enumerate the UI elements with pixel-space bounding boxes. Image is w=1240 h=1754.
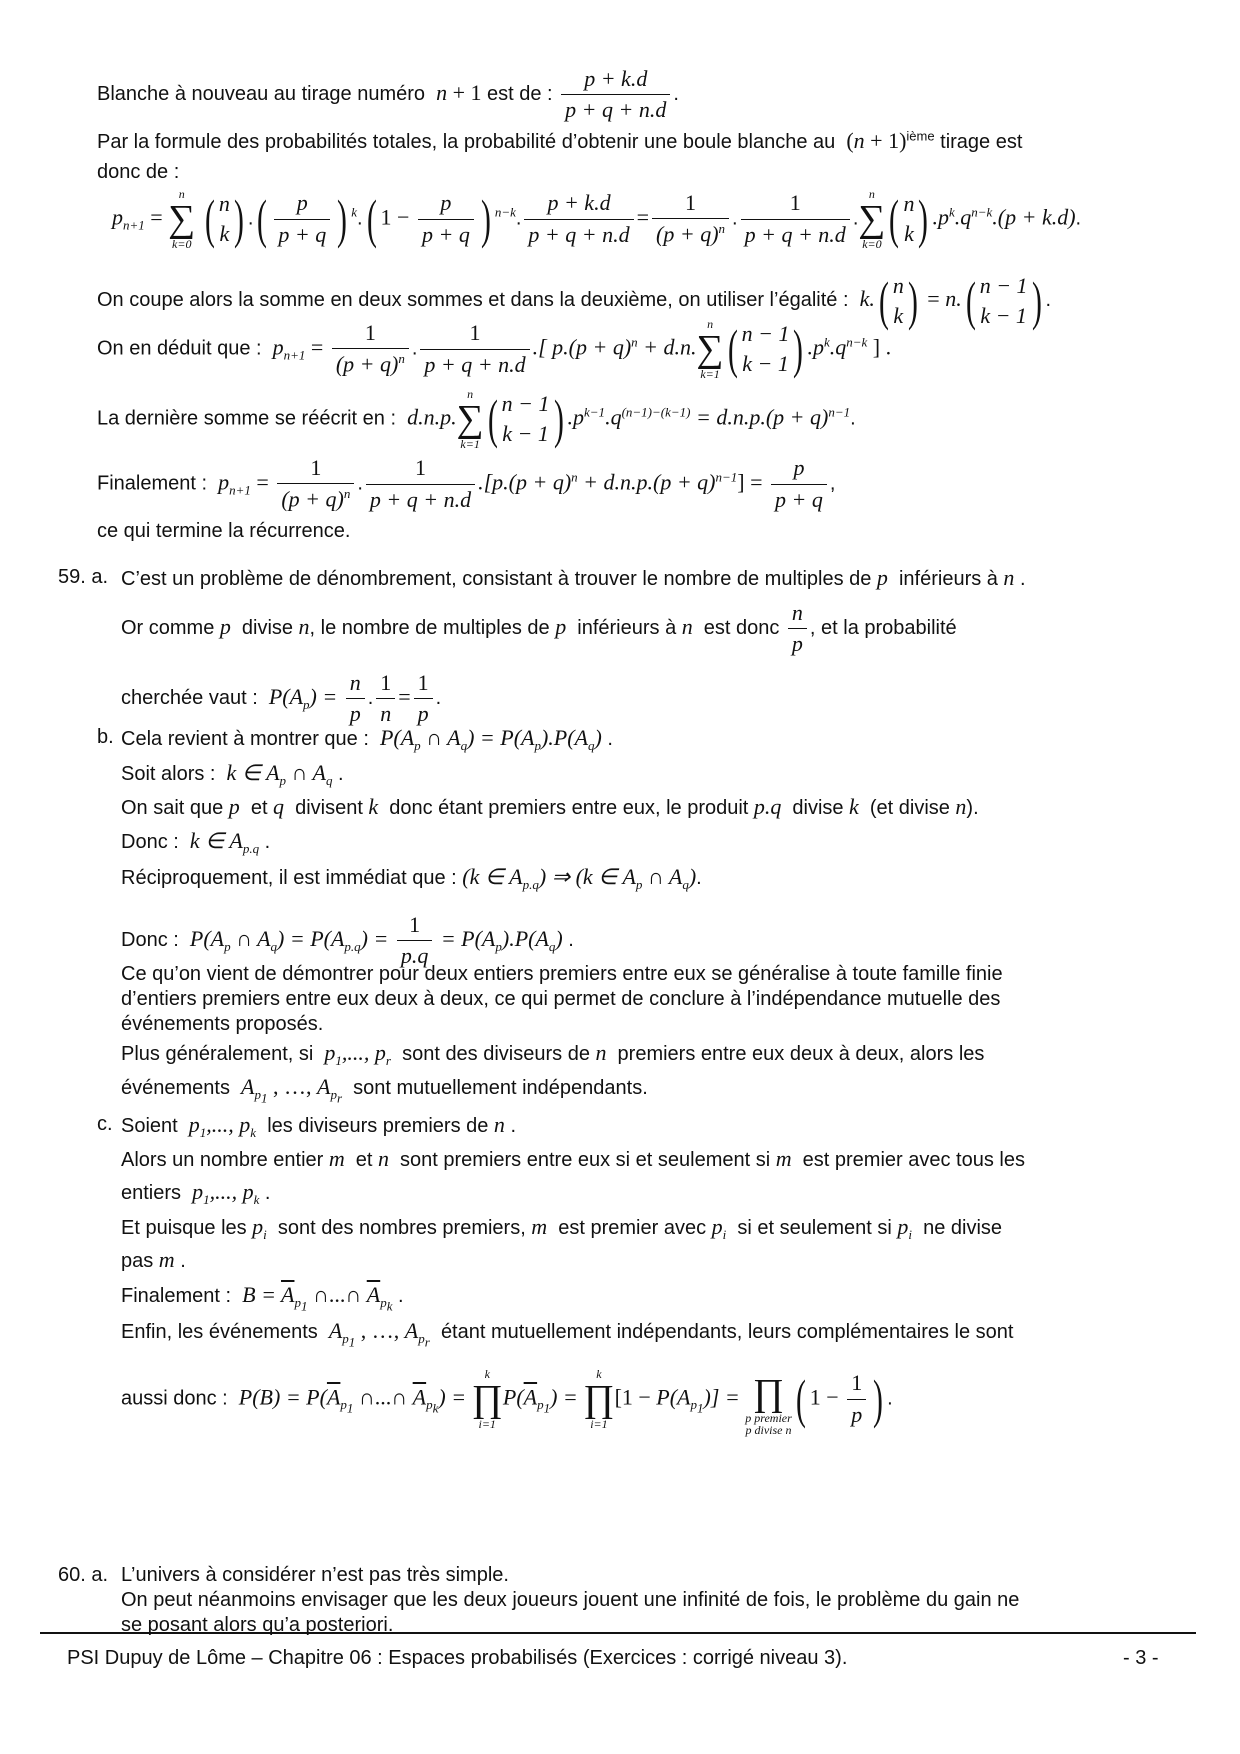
ex59-c-line8: aussi donc : $P(B) = P(\overline{A}_{p_1}$ ∩...∩ $\overline{A}_{p_k}$) = k ∏ i=1 $P(\overline{A}_{p_1})$ = k ∏ i=1 $[1 - P(A_{p_1})]$ = ∏ p premier p divise n ( 1 − $\frac{1}{p}$ ) .: [121, 1362, 893, 1436]
ex59-c-label: c.: [97, 1113, 113, 1135]
ex60-a-label: 60. a.: [58, 1564, 109, 1586]
intro-line-6: La dernière somme se réécrit en : d.n.p. n ∑ k=1 ( n − 1 k − 1 ) $.p^{k-1}.q^{(n-1)-(k-1)} = d.n.p.(p + q)^{n-1}$.: [97, 387, 856, 451]
ex59-c-line7: Enfin, les événements $A_{p_1}$ , …, $A_{p_r}$ étant mutuellement indépendants, leurs complémentaires le sont: [121, 1318, 1014, 1350]
intro-line-2: Par la formule des probabilités totales, la probabilité d’obtenir une boule blanche au $(n + 1)^{ième}$ tirage est: [97, 128, 1023, 153]
ex59-b-para-line5: événements $A_{p_1}$ , …, $A_{p_r}$ sont mutuellement indépendants.: [121, 1074, 648, 1106]
footer-title: PSI Dupuy de Lôme – Chapitre 06 : Espaces probabilisés (Exercices : corrigé niveau 3).: [67, 1647, 848, 1669]
intro-line-1: Blanche à nouveau au tirage numéro n + 1 est de : $\frac{p + k.d}{p + q + n.d}$ .: [97, 66, 679, 123]
ex59-b-para-line1: Ce qu’on vient de démontrer pour deux entiers premiers entre eux se généralise à toute famille finie: [121, 963, 1003, 985]
ex59-b-label: b.: [97, 726, 114, 748]
intro-line-8: ce qui termine la récurrence.: [97, 520, 351, 542]
ex59-b-para-line4: Plus généralement, si $p_1$,..., $p_r$ sont des diviseurs de n premiers entre eux deux à deux, alors les: [121, 1040, 985, 1068]
ex59-c-line6: Finalement : $B = \overline{A}_{p_1}$ ∩...∩ $\overline{A}_{p_k}$ .: [121, 1282, 404, 1314]
ex59-c-line3: entiers $p_1$,..., $p_k$ .: [121, 1179, 271, 1207]
page-number: - 3 -: [1123, 1647, 1159, 1669]
intro-line-7: Finalement : $p_{n+1}$ = $\frac{1}{(p + q)^n}$ . $\frac{1}{p + q + n.d}$ $.[p.(p + q)^n + d.n.p.(p + q)^{n-1}]$ = $\frac{p}{p + q}$ ,: [97, 455, 836, 512]
ex59-c-line5: pas m .: [121, 1247, 186, 1272]
ex59-b-para-line2: d’entiers premiers entre eux deux à deux, ce qui permet de conclure à l’indépendance mutuelle des: [121, 988, 1001, 1010]
intro-line-3: donc de :: [97, 161, 180, 183]
ex59-b-line2: Soit alors : k ∈ $A_p$ ∩ $A_q$ .: [121, 760, 344, 788]
intro-text: Blanche à nouveau au tirage numéro: [97, 83, 426, 106]
ex59-b-line3: On sait que p et q divisent k donc étant premiers entre eux, le produit p.q divise k (et divise n).: [121, 794, 979, 819]
ex59-b-line5: Réciproquement, il est immédiat que : (k ∈ $A_{p.q}$) ⇒ (k ∈ $A_p$ ∩ $A_q$).: [121, 864, 702, 892]
ex59-a-label: 59. a.: [58, 566, 109, 588]
ex59-b-line6: Donc : $P(A_p$ ∩ $A_q) = P(A_{p.q})$ = $\frac{1}{p.q}$ = $P(A_p).P(A_q)$ .: [121, 912, 574, 969]
ex59-c-line2: Alors un nombre entier m et n sont premiers entre eux si et seulement si m est premier avec tous les: [121, 1146, 1025, 1171]
product-condition: ∏ p premier p divise n: [745, 1372, 792, 1437]
ex59-a-line1: C’est un problème de dénombrement, consistant à trouver le nombre de multiples de p inférieurs à n .: [121, 565, 1026, 590]
ex59-b-line1: Cela revient à montrer que : $P(A_p$ ∩ $A_q) = P(A_p).P(A_q)$ .: [121, 725, 613, 753]
ex59-b-line4: Donc : k ∈ $A_{p.q}$ .: [121, 828, 271, 856]
intro-line-4: On coupe alors la somme en deux sommes et dans la deuxième, on utiliser l’égalité : k.( n k ) = n.( n − 1 k − 1 ) .: [97, 270, 1052, 331]
ex60-line3: se posant alors qu’a posteriori.: [121, 1614, 394, 1636]
ex59-a-line3: cherchée vaut : $P(A_p)$ = $\frac{n}{p}$ . $\frac{1}{n}$ = $\frac{1}{p}$ .: [121, 670, 442, 727]
ex60-line1: L’univers à considérer n’est pas très simple.: [121, 1564, 509, 1586]
ex59-b-para-line3: événements proposés.: [121, 1013, 324, 1035]
ex59-c-line1: Soient $p_1$,..., $p_k$ les diviseurs premiers de n .: [121, 1112, 517, 1140]
footer-rule: [40, 1632, 1196, 1634]
ex60-line2: On peut néanmoins envisager que les deux joueurs jouent une infinité de fois, le problème du gain ne: [121, 1589, 1020, 1611]
ex59-a-line2: Or comme p divise n, le nombre de multiples de p inférieurs à n est donc $\frac{n}{p}$ , et la probabilité: [121, 600, 957, 657]
formula-fraction: $\frac{p + k.d}{p + q + n.d}$: [561, 66, 670, 124]
ex59-c-line4: Et puisque les $p_i$ sont des nombres premiers, m est premier avec $p_i$ si et seulement si $p_i$ ne divise: [121, 1214, 1003, 1242]
formula-pn1: $p_{n+1}$ = n ∑ k=0 ( n k ) .( $\frac{p}{p + q}$ ) $^k$.( 1 − $\frac{p}{p + q}$ ) $^{n-k}$. $\frac{p + k.d}{p + q + n.d}$ = $\frac{1}{(p + q)^n}$ . $\frac{1}{p + q + n.d}$ . n ∑ k=0 ( n k ) $.p^k.q^{n-k}.(p + k.d)$.: [112, 187, 1082, 251]
intro-line-5: On en déduit que : $p_{n+1}$ = $\frac{1}{(p + q)^n}$ . $\frac{1}{p + q + n.d}$ .[ $p.(p + q)^n + d.n$. n ∑ k=1 ( n − 1 k − 1 ) $.p^k.q^{n-k}$ ] .: [97, 317, 892, 381]
